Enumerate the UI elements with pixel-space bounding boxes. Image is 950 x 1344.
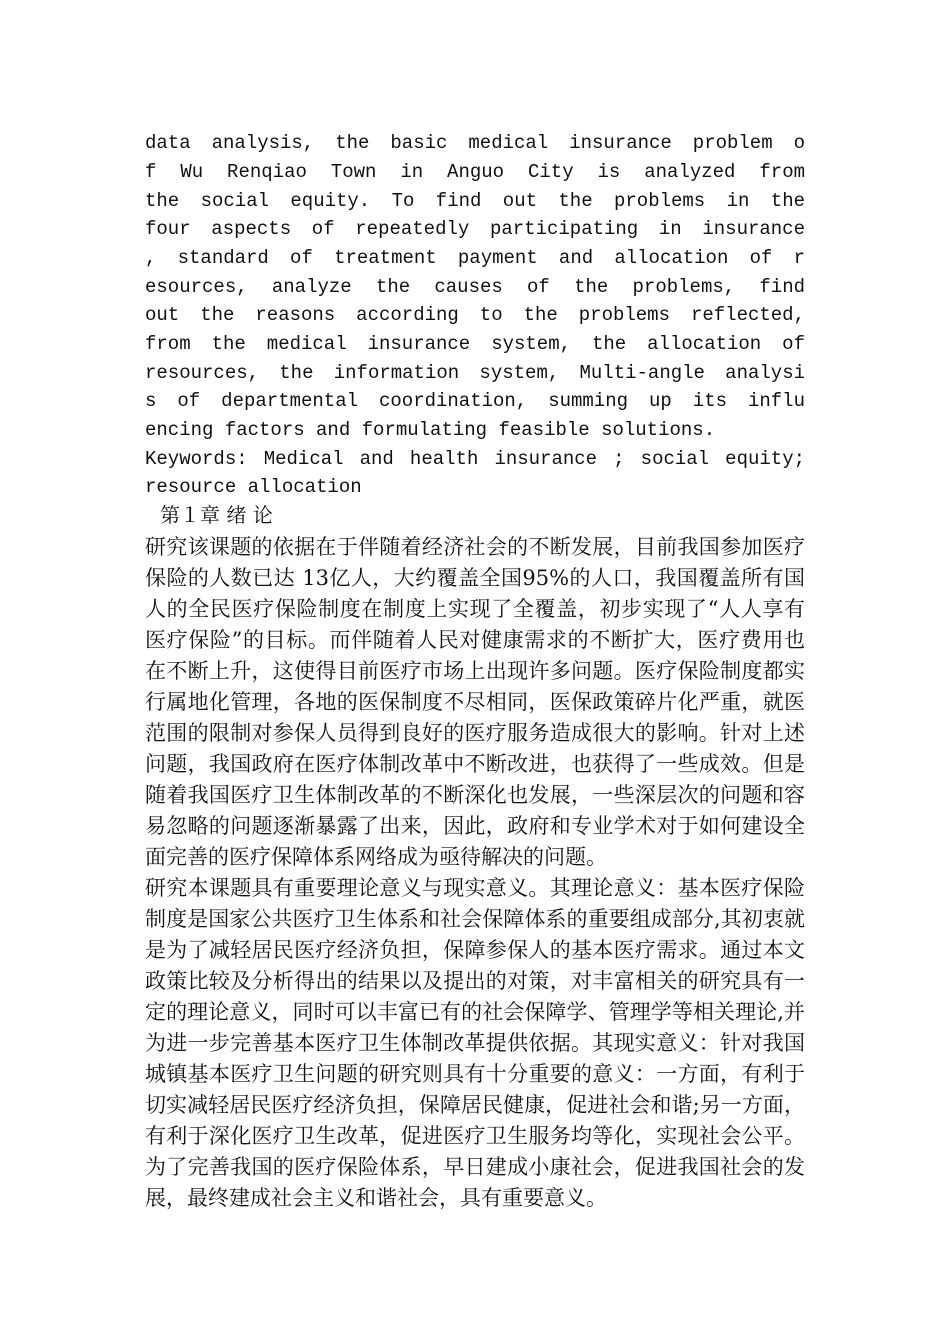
abstract-line-5: , standard of treatment payment and allocation of r — [145, 247, 805, 269]
keywords-line: Keywords: Medical and health insurance ; social equity; — [145, 448, 805, 470]
abstract-line-8: from the medical insurance system, the allocation of — [145, 333, 805, 355]
abstract-line-11: encing factors and formulating feasible solutions. — [145, 419, 716, 441]
body-paragraph-research-significance: 研究本课题具有重要理论意义与现实意义。其理论意义：基本医疗保险制度是国家公共医疗卫生体系和社会保障体系的重要组成部分,其初衷就是为了减轻居民医疗经济负担，保障参保人的基本医疗需求。通过本文政策比较及分析得出的结果以及提出的对策，对丰富相关的研究具有一定的理论意义，同时可以丰富已有的社会保障学、管理学等相关理论,并为进一步完善基本医疗卫生体制改革提供依据。其现实意义：针对我国城镇基本医疗卫生问题的研究则具有十分重要的意义：一方面，有利于切实减轻居民医疗经济负担，保障居民健康，促进社会和谐;另一方面，有利于深化医疗卫生改革，促进医疗卫生服务均等化，实现社会公平。为了完善我国的医疗保险体系，早日建成小康社会，促进我国社会的发展，最终建成社会主义和谐社会，具有重要意义。 — [145, 876, 805, 1210]
keywords-line-continued: resource allocation — [145, 476, 362, 498]
abstract-line-3: the social equity. To find out the problems in the — [145, 190, 805, 212]
abstract-line-7: out the reasons according to the problems reflected, — [145, 304, 805, 326]
abstract-line-10: s of departmental coordination, summing up its influ — [145, 390, 805, 412]
abstract-line-6: esources, analyze the causes of the problems, find — [145, 276, 805, 298]
abstract-line-2: f Wu Renqiao Town in Anguo City is analyzed from — [145, 161, 805, 183]
chapter-heading: 第１章 绪 论 — [160, 503, 273, 527]
body-paragraph-research-basis: 研究该课题的依据在于伴随着经济社会的不断发展，目前我国参加医疗保险的人数已达 13亿人，大约覆盖全国95%的人口，我国覆盖所有国人的全民医疗保险制度在制度上实现了全覆盖，初步实现了“人人享有医疗保险”的目标。而伴随着人民对健康需求的不断扩大，医疗费用也在不断上升，这使得目前医疗市场上出现许多问题。医疗保险制度都实行属地化管理，各地的医保制度不尽相同，医保政策碎片化严重，就医范围的限制对参保人员得到良好的医疗服务造成很大的影响。针对上述问题，我国政府在医疗体制改革中不断改进，也获得了一些成效。但是随着我国医疗卫生体制改革的不断深化也发展，一些深层次的问题和容易忽略的问题逐渐暴露了出来，因此，政府和专业学术对于如何建设全面完善的医疗保障体系网络成为亟待解决的问题。 — [145, 535, 805, 869]
abstract-line-4: four aspects of repeatedly participating in insurance — [145, 218, 805, 240]
abstract-line-1: data analysis, the basic medical insurance problem o — [145, 132, 805, 154]
abstract-line-9: resources, the information system, Multi-angle analysi — [145, 362, 805, 384]
